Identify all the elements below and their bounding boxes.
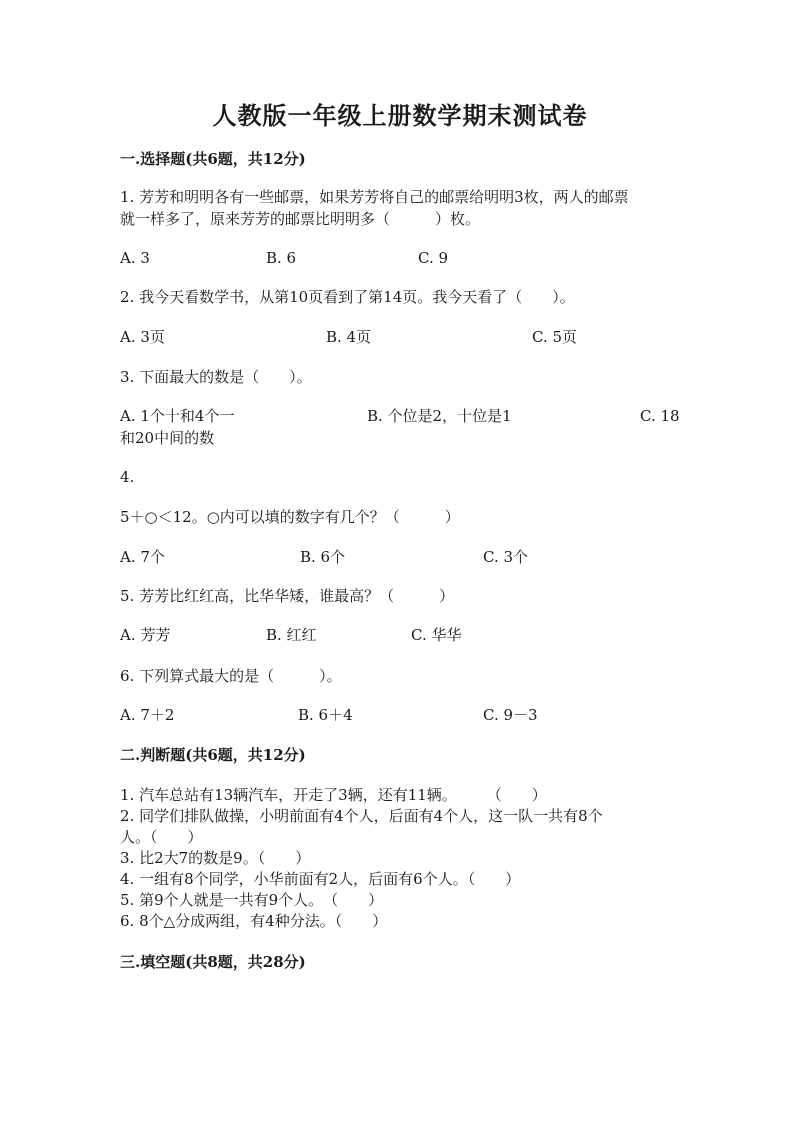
section-heading-fill: 三.填空题(共8题，共28分) [120, 953, 306, 971]
judge-item-6: 6. 8个△分成两组，有4种分法。（ ） [120, 912, 388, 930]
question-1-option-c: C. 9 [418, 249, 449, 267]
question-6-option-a: A. 7＋2 [120, 706, 175, 724]
question-6-option-c: C. 9－3 [483, 706, 538, 724]
judge-item-5: 5. 第9个人就是一共有9个人。 （ ） [120, 891, 384, 909]
question-2-line-1: 2. 我今天看数学书，从第10页看到了第14页。我今天看了（ ）。 [120, 288, 575, 306]
question-4-option-b: B. 6个 [300, 548, 346, 566]
question-2-option-c: C. 5页 [532, 328, 578, 346]
judge-item-2-continued: 人。（ ） [120, 828, 203, 846]
section-heading-judge: 二.判断题(共6题，共12分) [120, 746, 306, 764]
question-5-option-b: B. 红红 [266, 626, 317, 644]
question-3-option-c-continued: 和20中间的数 [120, 429, 215, 447]
judge-item-2: 2. 同学们排队做操，小明前面有4个人，后面有4个人，这一队一共有8个 [120, 807, 603, 825]
judge-item-3: 3. 比2大7的数是9。（ ） [120, 849, 311, 867]
question-5-option-a: A. 芳芳 [120, 626, 171, 644]
question-2-option-a: A. 3页 [120, 328, 165, 346]
question-3-line-1: 3. 下面最大的数是（ ）。 [120, 368, 312, 386]
question-4-number: 4. [120, 468, 135, 486]
judge-item-1: 1. 汽车总站有13辆汽车，开走了3辆，还有11辆。 （ ） [120, 786, 547, 804]
section-heading-choice: 一.选择题(共6题，共12分) [120, 150, 306, 168]
page-title: 人教版一年级上册数学期末测试卷 [212, 101, 588, 130]
question-4-line-2: 5＋○＜12。○内可以填的数字有几个？（ ） [120, 508, 460, 526]
question-2-option-b: B. 4页 [326, 328, 372, 346]
question-6-option-b: B. 6＋4 [298, 706, 353, 724]
question-5-line-1: 5. 芳芳比红红高，比华华矮，谁最高？（ ） [120, 587, 455, 605]
question-1-line-1: 1. 芳芳和明明各有一些邮票，如果芳芳将自己的邮票给明明3枚，两人的邮票 [120, 188, 629, 206]
judge-item-4: 4. 一组有8个同学，小华前面有2人，后面有6个人。（ ） [120, 870, 521, 888]
question-3-option-b: B. 个位是2，十位是1 [367, 407, 512, 425]
question-4-option-c: C. 3个 [483, 548, 529, 566]
question-3-option-c: C. 18 [640, 407, 680, 425]
question-1-line-2: 就一样多了，原来芳芳的邮票比明明多（ ）枚。 [120, 210, 481, 228]
question-5-option-c: C. 华华 [411, 626, 462, 644]
question-3-option-a: A. 1个十和4个一 [120, 407, 235, 425]
question-1-option-a: A. 3 [120, 249, 150, 267]
question-4-option-a: A. 7个 [120, 548, 165, 566]
question-1-option-b: B. 6 [266, 249, 297, 267]
question-6-line-1: 6. 下列算式最大的是（ ）。 [120, 667, 342, 685]
